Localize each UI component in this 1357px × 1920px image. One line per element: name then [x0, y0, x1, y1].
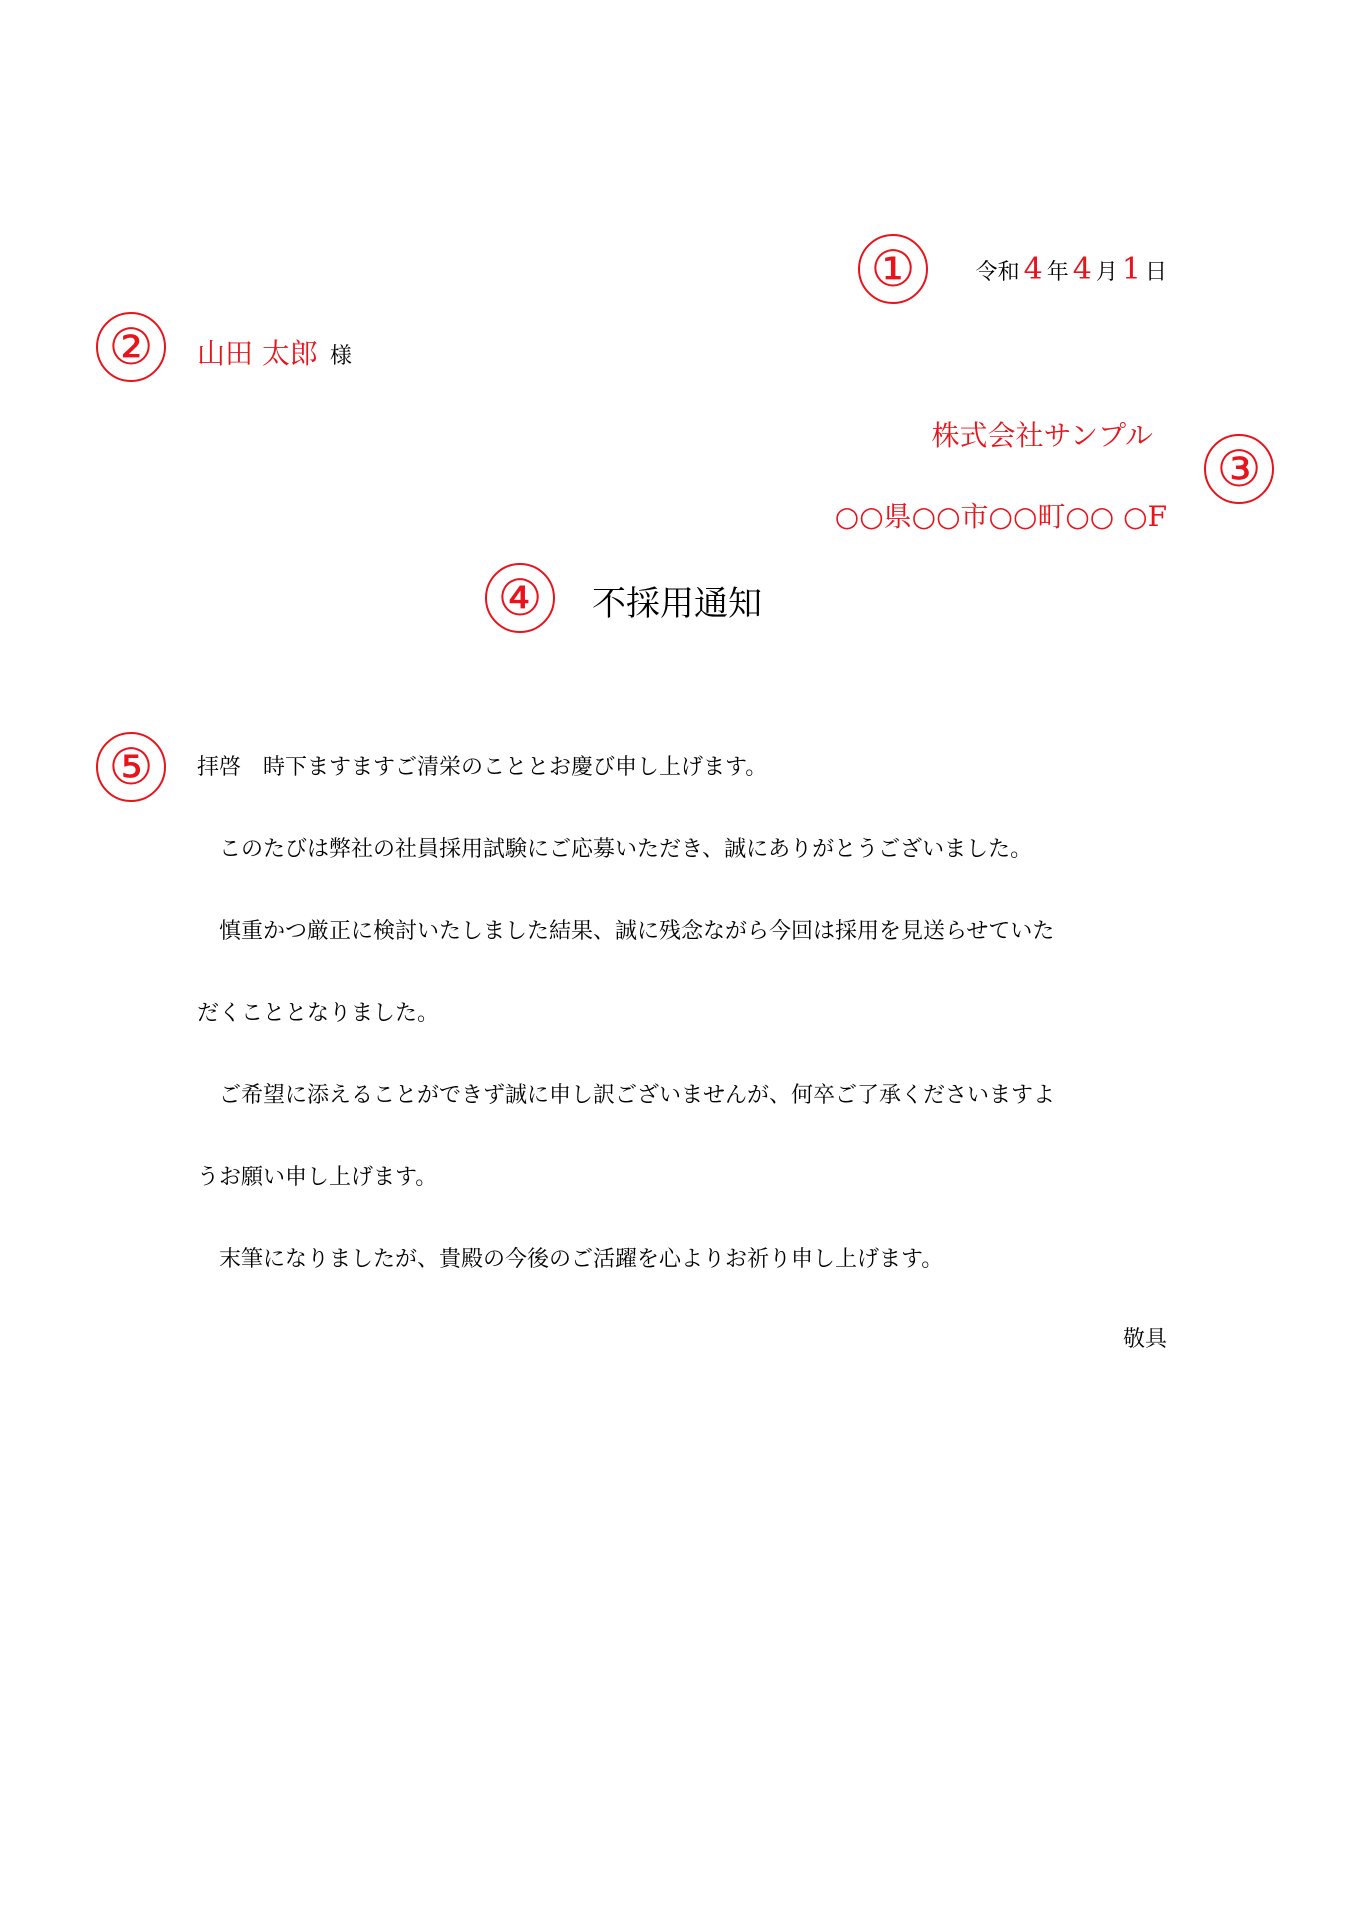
body-line: うお願い申し上げます。 [197, 1165, 438, 1190]
marker-5: ⑤ [96, 732, 166, 802]
date-month: 4 [1072, 252, 1092, 287]
body-opening: 拝啓 時下ますますご清栄のこととお慶び申し上げます。 [197, 755, 768, 780]
body-line: 慎重かつ厳正に検討いたしました結果、誠に残念ながら今回は採用を見送らせていた [219, 919, 1055, 944]
closing-word: 敬具 [1122, 1327, 1167, 1352]
marker-2: ② [96, 312, 166, 382]
document-title: 不採用通知 [592, 584, 762, 624]
date-era: 令和 [975, 260, 1020, 285]
date-day-unit: 日 [1144, 260, 1167, 285]
date-month-unit: 月 [1095, 260, 1118, 285]
addressee-honorific: 様 [329, 344, 352, 369]
date-year: 4 [1023, 252, 1043, 287]
addressee-name: 山田 太郎 [197, 337, 318, 370]
sender-address: ○○県○○市○○町○○ ○F [834, 500, 1167, 533]
marker-1: ① [858, 234, 928, 304]
marker-4: ④ [485, 563, 555, 633]
date-line [976, 252, 1167, 287]
body-line: 末筆になりましたが、貴殿の今後のご活躍を心よりお祈り申し上げます。 [219, 1247, 944, 1272]
date-year-unit: 年 [1046, 260, 1069, 285]
sender-company: 株式会社サンプル [931, 419, 1153, 452]
date-day: 1 [1121, 252, 1141, 287]
body-line: このたびは弊社の社員採用試験にご応募いただき、誠にありがとうございました。 [219, 837, 1033, 862]
body-line: だくこととなりました。 [197, 1001, 440, 1026]
addressee-line [197, 332, 352, 372]
marker-3: ③ [1204, 434, 1274, 504]
body-line: ご希望に添えることができず誠に申し訳ございませんが、何卒ご了承くださいますよ [219, 1083, 1056, 1108]
